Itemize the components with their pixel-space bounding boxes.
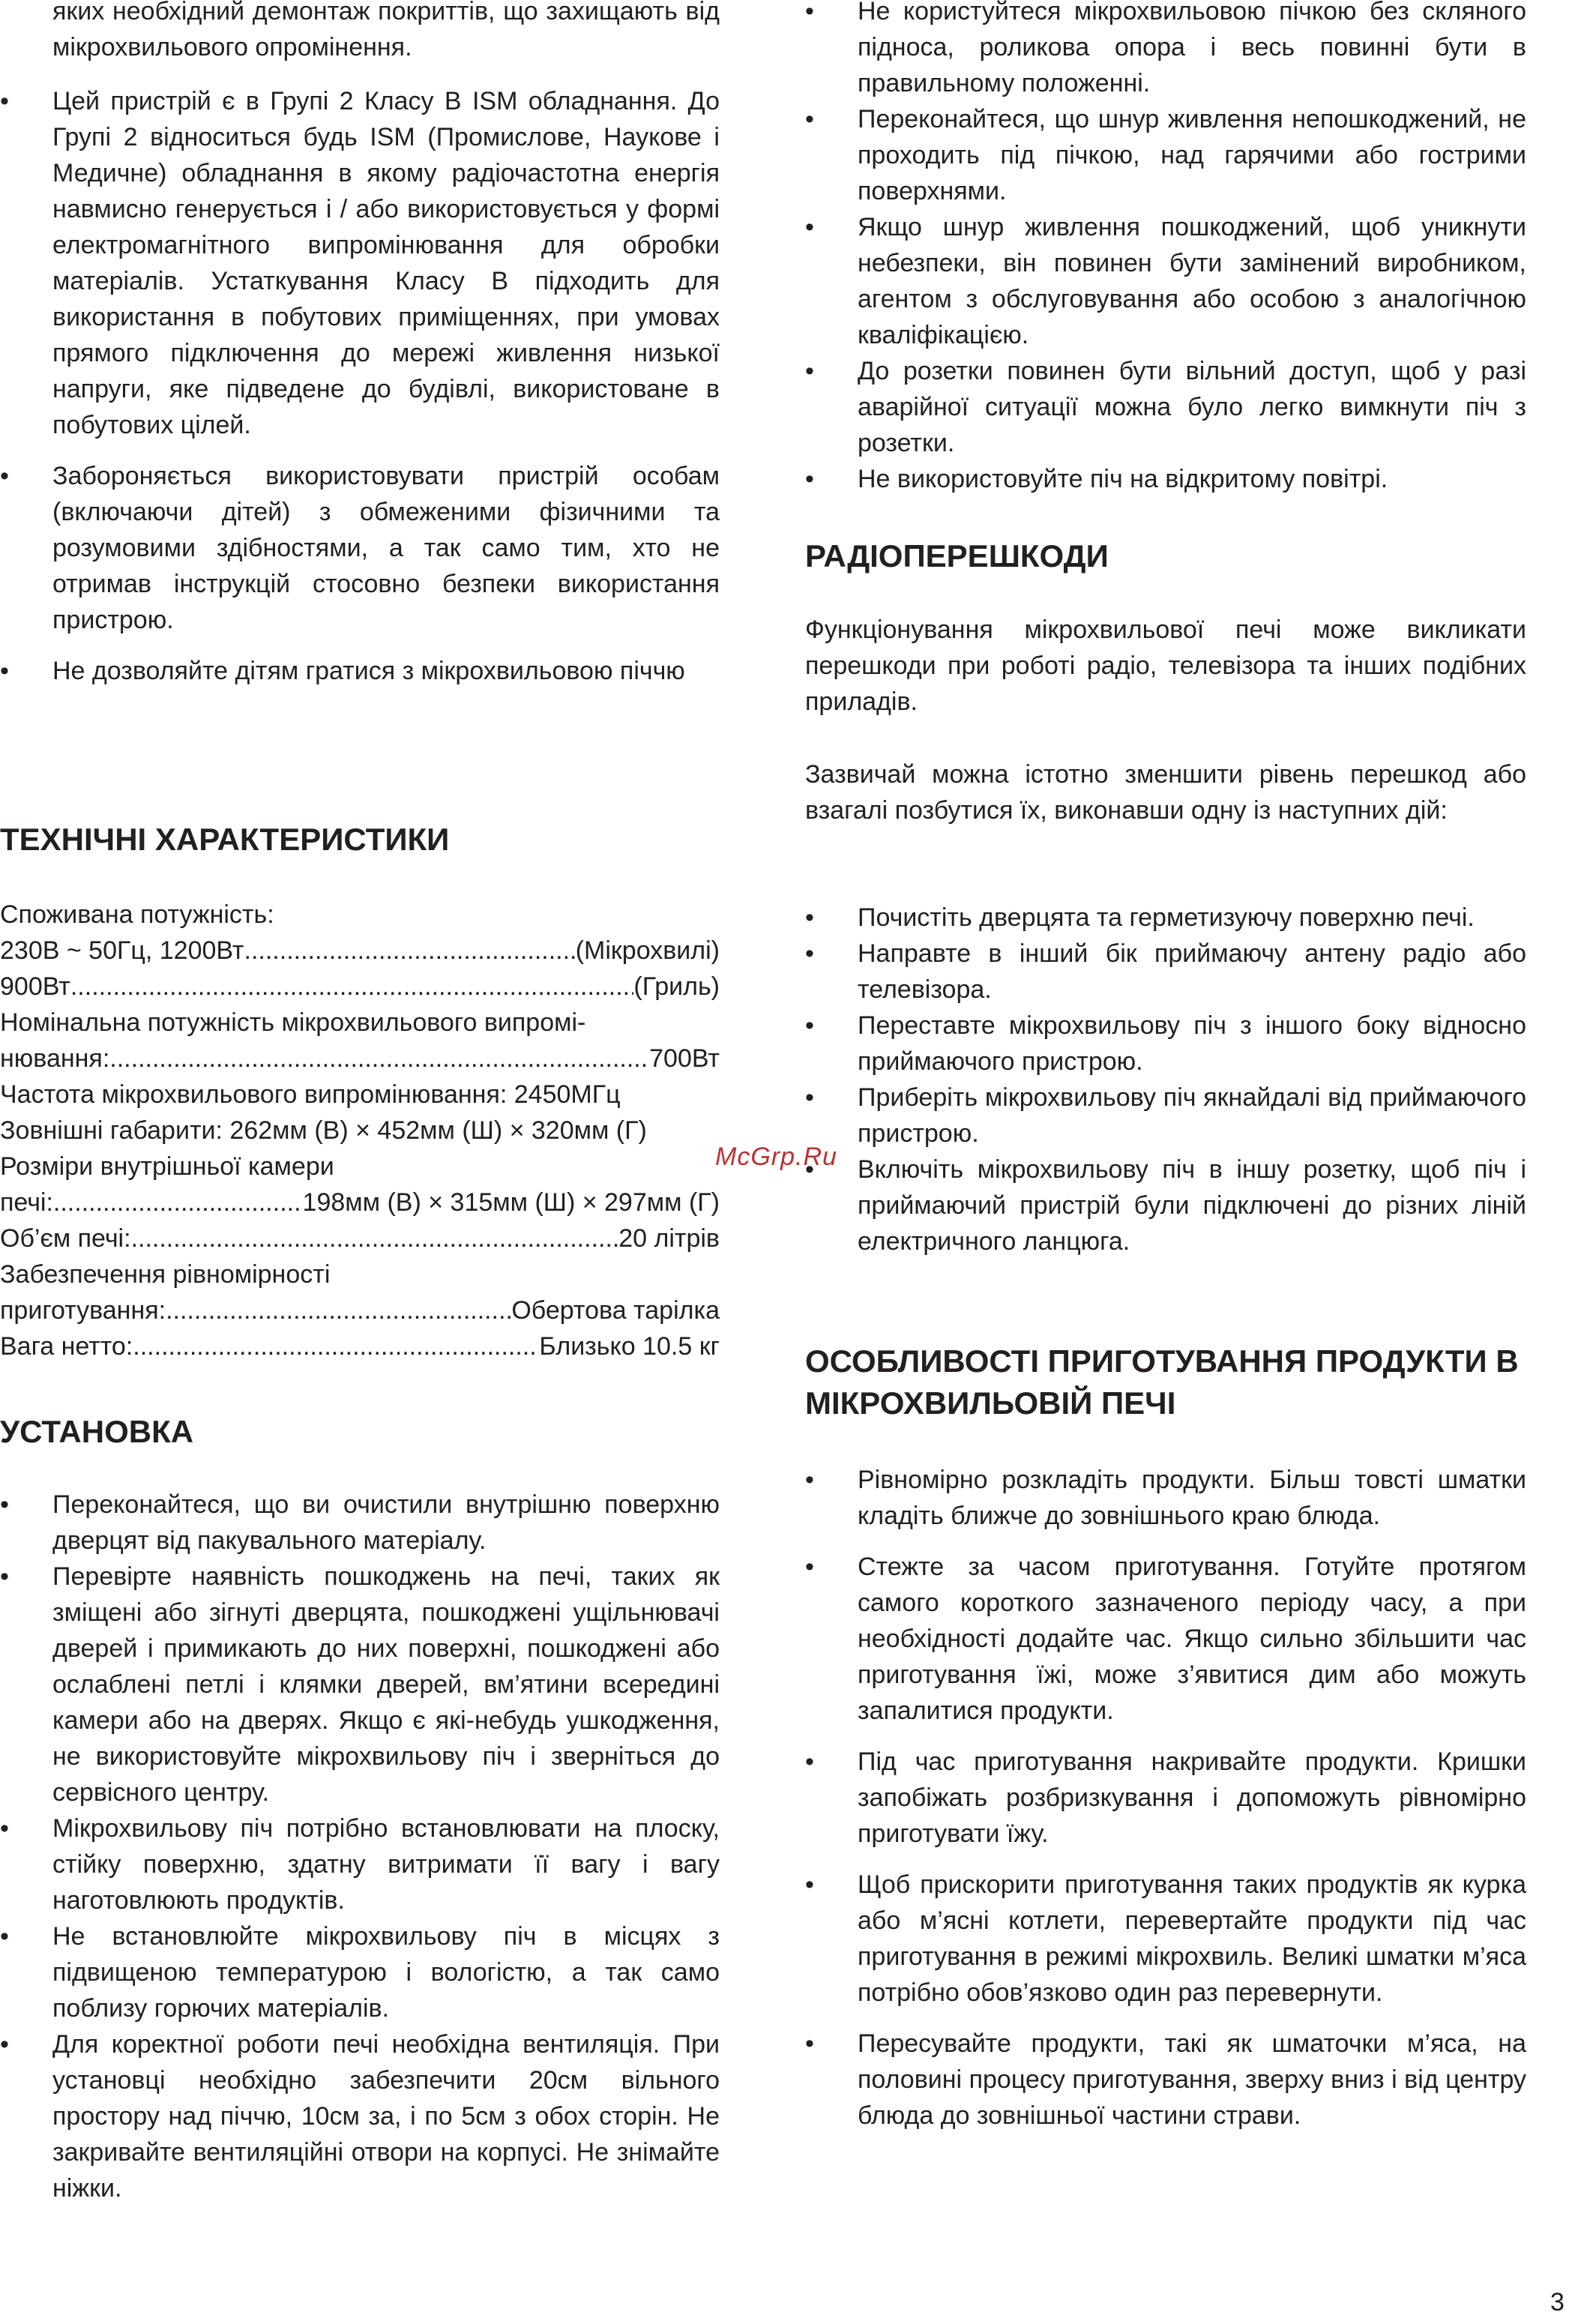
list-item xyxy=(805,353,1526,461)
safety-list xyxy=(0,83,720,689)
spec-value: Близько 10.5 кг xyxy=(539,1332,720,1361)
list-item xyxy=(805,900,1526,936)
list-item xyxy=(0,458,720,638)
list-item-text: Переставте мікрохвильову піч з іншого боку відносно приймаючого пристрою. xyxy=(858,1011,1526,1076)
spec-cavity xyxy=(0,1184,720,1220)
list-item-text: Щоб прискорити приготування таких продуктів як курка або м’ясні котлети, перевертайте продукти під час приготування в режимі мікрохвиль. Великі шматки м’яса потрібно обов’язково один раз перевернути. xyxy=(858,1870,1526,2007)
list-item xyxy=(0,1918,720,2026)
spec-key: Вага нетто: xyxy=(0,1332,133,1361)
installation-list xyxy=(0,1487,720,2206)
list-item-text: Мікрохвильову піч потрібно встановлювати на плоску, стійку поверхню, здатну витримати її вагу і вагу наготовлюють продуктів. xyxy=(52,1814,720,1915)
spec-frequency xyxy=(0,1077,720,1113)
list-item-text: Переконайтеся, що шнур живлення непошкоджений, не проходить під пічкою, над гарячими або гострими поверхнями. xyxy=(858,105,1526,205)
spec-key: Об’єм печі: xyxy=(0,1224,131,1253)
spec-rated xyxy=(0,1041,720,1077)
spec-key: нювання: xyxy=(0,1044,110,1073)
spec-power-label xyxy=(0,897,720,933)
list-item xyxy=(805,1744,1526,1852)
spec-key: 900Вт xyxy=(0,972,70,1001)
spec-text: Зовнішні габарити: 262мм (В) × 452мм (Ш) × 320мм (Г) xyxy=(0,1116,647,1145)
cooking-features-heading: ОСОБЛИВОСТІ ПРИГОТУВАННЯ ПРОДУКТИ В МІКРОХВИЛЬОВІЙ ПЕЧІ xyxy=(805,1343,1519,1421)
tech-specs xyxy=(0,897,720,1364)
spec-weight xyxy=(0,1328,720,1364)
list-item xyxy=(0,0,720,65)
list-item-text: Пересувайте продукти, такі як шматочки м’яса, на половині процесу приготування, зверху вниз і від центру блюда до зовнішньої частини страви. xyxy=(858,2029,1526,2130)
list-item xyxy=(805,101,1526,209)
spec-text: Забезпечення рівномірності xyxy=(0,1260,331,1289)
list-item-text: Не користуйтеся мікрохвильовою пічкою без скляного підноса, роликова опора і весь повинні бути в правильному положенні. xyxy=(858,0,1526,97)
list-item xyxy=(805,1008,1526,1080)
list-item xyxy=(805,1549,1526,1729)
spec-cavity-label xyxy=(0,1149,720,1184)
radio-interference-heading: РАДІОПЕРЕШКОДИ xyxy=(805,538,1109,574)
safety-list-continued xyxy=(0,0,720,65)
spec-uniform-label xyxy=(0,1256,720,1292)
spec-key: печі: xyxy=(0,1188,53,1217)
spec-power-grill xyxy=(0,969,720,1005)
list-item-text: Направте в інший бік приймаючу антену радіо або телевізора. xyxy=(858,939,1526,1004)
spec-text: Частота мікрохвильового випромінювання: 2450МГц xyxy=(0,1080,621,1109)
spec-dimensions xyxy=(0,1113,720,1149)
spec-value: (Мікрохвилі) xyxy=(575,936,720,965)
list-item xyxy=(805,2026,1526,2134)
list-item xyxy=(805,1867,1526,2011)
list-item xyxy=(805,936,1526,1008)
list-item-text: Перевірте наявність пошкоджень на печі, таких як зміщені або зігнуті дверцята, пошкоджені ущільнювачі дверей і примикають до них поверхні, пошкоджені або ослаблені петлі і клямки дверей, вм’ятини всередині камери або на дверях. Якщо є які-небудь ушкодження, не використовуйте мікрохвильову піч і зверніться до сервісного центру. xyxy=(52,1562,720,1807)
list-item-text: Переконайтеся, що ви очистили внутрішню поверхню дверцят від пакувального матеріалу. xyxy=(52,1490,720,1555)
list-item xyxy=(805,209,1526,353)
list-item-text: Не використовуйте піч на відкритому повітрі. xyxy=(858,465,1388,493)
list-item xyxy=(805,461,1526,497)
dot-leader xyxy=(133,1328,539,1364)
spec-value: 20 літрів xyxy=(618,1224,720,1253)
list-item-text: Під час приготування накривайте продукти. Кришки запобіжать розбризкування і допоможуть рівномірно приготувати їжу. xyxy=(858,1747,1526,1848)
spec-volume xyxy=(0,1220,720,1256)
spec-text: Споживана потужність: xyxy=(0,900,274,929)
dot-leader xyxy=(109,1041,649,1077)
watermark: McGrp.Ru xyxy=(715,1143,837,1171)
list-item xyxy=(805,1462,1526,1534)
list-item xyxy=(0,2026,720,2206)
radio-paragraph-1: Функціонування мікрохвильової печі може викликати перешкоди при роботі радіо, телевізора та інших подібних приладів. xyxy=(805,615,1526,716)
page-number: 3 xyxy=(1550,2288,1565,2317)
list-item-text: Приберіть мікрохвильову піч якнайдалі від приймаючого пристрою. xyxy=(858,1083,1526,1148)
spec-value: Обертова тарілка xyxy=(511,1296,720,1325)
list-item-text: яких необхідний демонтаж покриттів, що захищають від мікрохвильового опромінення. xyxy=(52,0,720,61)
safety-list-2 xyxy=(805,0,1526,497)
cooking-tips-list xyxy=(805,1462,1526,2134)
list-item-text: Включіть мікрохвильову піч в іншу розетку, щоб піч і приймаючий пристрій були підключені до різних ліній електричного ланцюга. xyxy=(858,1155,1526,1256)
spec-uniform xyxy=(0,1292,720,1328)
dot-leader xyxy=(244,933,576,969)
dot-leader xyxy=(166,1292,511,1328)
list-item-text: Для коректної роботи печі необхідна вентиляція. При установці необхідно забезпечити 20см вільного простору над піччю, 10см за, і по 5см з обох сторін. Не закривайте вентиляційні отвори на корпусі. Не знімайте ніжки. xyxy=(52,2030,720,2203)
list-item-text: Не дозволяйте дітям гратися з мікрохвильовою піччю xyxy=(52,657,685,685)
tech-specs-heading: ТЕХНІЧНІ ХАРАКТЕРИСТИКИ xyxy=(0,822,450,857)
spec-value: (Гриль) xyxy=(633,972,720,1001)
dot-leader xyxy=(53,1184,303,1220)
dot-leader xyxy=(70,969,634,1005)
list-item-text: Цей пристрій є в Групі 2 Класу B ISM обладнання. До Групі 2 відноситься будь ISM (Промислове, Наукове і Медичне) обладнання в якому радіочастотна енергія навмисно генерується і / або використовується у формі електромагнітного випромінювання для обробки матеріалів. Устаткування Класу B підходить для використання в побутових приміщеннях, при умовах прямого підключення до мережі живлення низької напруги, яке підведене до будівлі, використоване в побутових цілей. xyxy=(52,87,720,439)
list-item xyxy=(0,1810,720,1918)
spec-key: приготування: xyxy=(0,1296,166,1325)
list-item-text: Забороняється використовувати пристрій особам (включаючи дітей) з обмеженими фізичними та розумовими здібностями, а так само тим, хто не отримав інструкцій стосовно безпеки використання пристрою. xyxy=(52,462,720,634)
list-item xyxy=(805,1080,1526,1152)
spec-rated-label xyxy=(0,1005,720,1041)
list-item-text: До розетки повинен бути вільний доступ, щоб у разі аварійної ситуації можна було легко вимкнути піч з розетки. xyxy=(858,357,1526,457)
spec-text: Номінальна потужність мікрохвильового випромі- xyxy=(0,1008,586,1037)
spec-text: Розміри внутрішньої камери xyxy=(0,1152,334,1181)
list-item xyxy=(0,83,720,443)
list-item-text: Не встановлюйте мікрохвильову піч в місцях з підвищеною температурою і вологістю, а так само поблизу горючих матеріалів. xyxy=(52,1922,720,2023)
list-item-text: Рівномірно розкладіть продукти. Більш товсті шматки кладіть ближче до зовнішнього краю блюда. xyxy=(858,1466,1526,1530)
list-item xyxy=(0,1559,720,1810)
installation-heading: УСТАНОВКА xyxy=(0,1414,194,1449)
radio-paragraph-2: Зазвичай можна істотно зменшити рівень перешкод або взагалі позбутися їх, виконавши одну із наступних дій: xyxy=(805,760,1526,825)
list-item-text: Почистіть дверцята та герметизуючу поверхню печі. xyxy=(858,903,1475,932)
list-item-text: Якщо шнур живлення пошкоджений, щоб уникнути небезпеки, він повинен бути замінений виробником, агентом з обслуговування або особою з аналогічною кваліфікацією. xyxy=(858,213,1526,349)
spec-value: 700Вт xyxy=(649,1044,720,1073)
list-item xyxy=(0,1487,720,1559)
dot-leader xyxy=(131,1220,619,1256)
list-item xyxy=(0,653,720,689)
list-item xyxy=(805,0,1526,101)
spec-power-micro xyxy=(0,933,720,969)
list-item xyxy=(805,1152,1526,1259)
radio-remedies-list xyxy=(805,900,1526,1259)
spec-value: 198мм (В) × 315мм (Ш) × 297мм (Г) xyxy=(302,1188,720,1217)
list-item-text: Стежте за часом приготування. Готуйте протягом самого короткого зазначеного періоду часу, а при необхідності додайте час. Якщо сильно збільшити час приготування їжі, може з’явитися дим або можуть запалитися продукти. xyxy=(858,1553,1526,1725)
spec-key: 230В ~ 50Гц, 1200Вт xyxy=(0,936,244,965)
